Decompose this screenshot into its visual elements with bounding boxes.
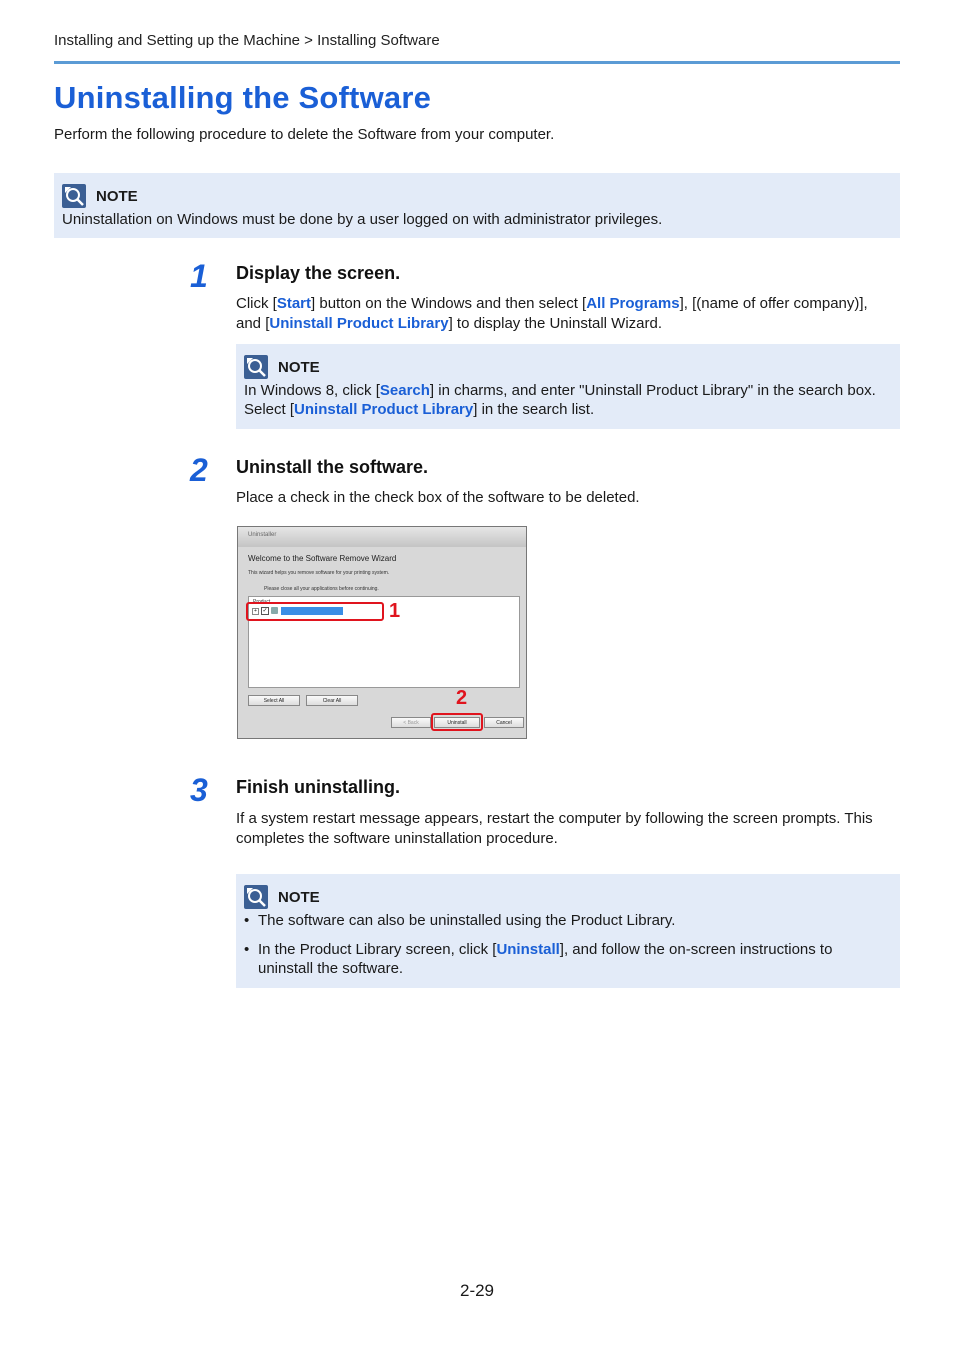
note-label: NOTE bbox=[278, 358, 320, 376]
text-span: In the Product Library screen, click [ bbox=[258, 941, 497, 958]
text-span: ], and follow the on-screen instructions to uninstall the software. bbox=[258, 941, 833, 977]
text-span: ] in charms, and enter "Uninstall Product Library" in the search box. Select [ bbox=[244, 382, 876, 418]
callout-box-uninstall bbox=[431, 713, 483, 731]
header-rule bbox=[54, 61, 900, 64]
note-bullet-list bbox=[244, 911, 884, 988]
cancel-button[interactable]: Cancel bbox=[484, 717, 524, 728]
list-item bbox=[244, 940, 884, 978]
wizard-heading: Welcome to the Software Remove Wizard bbox=[248, 554, 397, 563]
note-label: NOTE bbox=[96, 187, 138, 205]
wizard-subtext: This wizard helps you remove software for your printing system. bbox=[248, 570, 390, 576]
step-text-1 bbox=[236, 294, 876, 334]
text-span: ] button on the Windows and then select [ bbox=[311, 295, 587, 312]
step-number-2: 2 bbox=[190, 452, 208, 488]
callout-number-2: 2 bbox=[456, 687, 468, 709]
expand-icon: + bbox=[252, 608, 259, 615]
step-title-3: Finish uninstalling. bbox=[236, 777, 400, 797]
text-span: In Windows 8, click [ bbox=[244, 382, 380, 399]
note-header bbox=[62, 184, 138, 208]
note-box-windows8 bbox=[236, 344, 900, 429]
note-icon bbox=[244, 355, 268, 379]
step-title-1: Display the screen. bbox=[236, 263, 401, 283]
note-icon bbox=[62, 184, 86, 208]
uninstall-button[interactable]: Uninstall bbox=[434, 717, 480, 728]
text-span: ] in the search list. bbox=[473, 401, 595, 418]
text-span: ] to display the Uninstall Wizard. bbox=[448, 315, 662, 332]
product-checkbox[interactable]: ✓ bbox=[262, 608, 268, 614]
note-label: NOTE bbox=[278, 888, 320, 906]
note-box-product-library bbox=[236, 874, 900, 988]
step-text-3: If a system restart message appears, restart the computer by following the screen prompts. This completes the software uninstallation procedure. bbox=[236, 810, 873, 847]
text-span: Click [ bbox=[236, 295, 277, 312]
window-titlebar bbox=[238, 527, 526, 547]
callout-number-1: 1 bbox=[389, 600, 401, 622]
keyword-uninstall-product-library: Uninstall Product Library bbox=[269, 315, 449, 332]
note-icon bbox=[244, 885, 268, 909]
text-span: ], [(name of offer company)], and [ bbox=[236, 295, 868, 332]
note-header bbox=[244, 885, 320, 909]
keyword-uninstall: Uninstall bbox=[496, 941, 560, 958]
page-number: 2-29 bbox=[459, 1281, 495, 1300]
uninstall-wizard-screenshot bbox=[237, 526, 527, 739]
keyword-search: Search bbox=[379, 382, 430, 399]
intro-text: Perform the following procedure to delete the Software from your computer. bbox=[54, 126, 555, 143]
step-number-1: 1 bbox=[190, 258, 208, 294]
page-title: Uninstalling the Software bbox=[54, 80, 432, 115]
clear-all-button[interactable]: Clear All bbox=[306, 695, 358, 706]
note-header bbox=[244, 355, 320, 379]
note-text bbox=[244, 381, 892, 419]
list-item: • The software can also be uninstalled using the Product Library. bbox=[244, 911, 884, 930]
keyword-start: Start bbox=[276, 295, 312, 312]
keyword-uninstall-product-library: Uninstall Product Library bbox=[294, 401, 474, 418]
product-column-label: Product bbox=[253, 599, 271, 605]
step-text-2: Place a check in the check box of the software to be deleted. bbox=[236, 489, 640, 506]
callout-box-checkbox bbox=[246, 602, 384, 621]
window-title: Uninstaller bbox=[248, 532, 277, 538]
note-box-admin bbox=[54, 173, 900, 238]
breadcrumb: Installing and Setting up the Machine > Installing Software bbox=[54, 32, 440, 49]
wizard-list-label: Please close all your applications before continuing. bbox=[264, 586, 379, 592]
step-title-2: Uninstall the software. bbox=[236, 457, 429, 477]
keyword-all-programs: All Programs bbox=[586, 295, 680, 312]
back-button[interactable]: < Back bbox=[391, 717, 431, 728]
select-all-button[interactable]: Select All bbox=[248, 695, 300, 706]
note-text: Uninstallation on Windows must be done by a user logged on with administrator privileges. bbox=[62, 211, 663, 228]
step-number-3: 3 bbox=[190, 772, 208, 808]
